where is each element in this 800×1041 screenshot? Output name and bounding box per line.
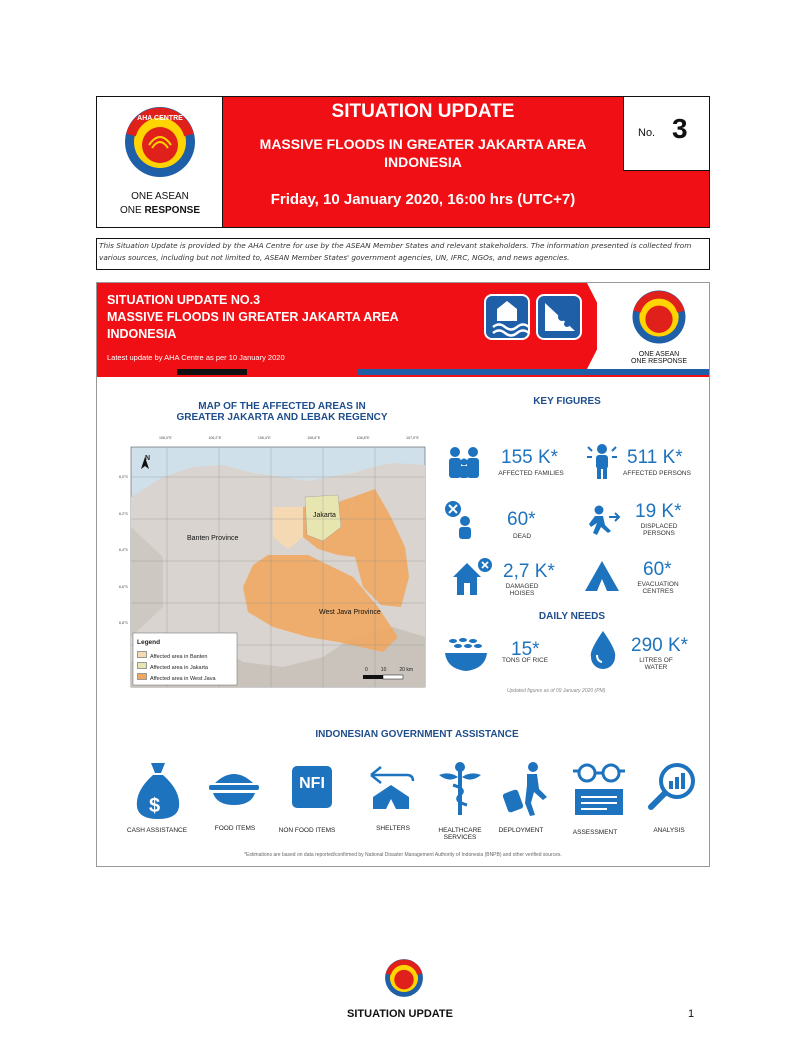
analysis-icon <box>647 761 697 811</box>
water-label: LITRES OF WATER <box>639 657 673 671</box>
damaged-houses-value: 2,7 K* <box>503 561 555 582</box>
issue-number-cell <box>623 97 709 171</box>
banner-latest-update: Latest update by AHA Centre as per 10 January 2020 <box>107 353 285 362</box>
banner-line2: MASSIVE FLOODS IN GREATER JAKARTA AREA <box>107 310 399 324</box>
analysis-label: ANALYSIS <box>653 827 685 834</box>
rice-icon <box>443 635 489 673</box>
header-box <box>96 96 710 228</box>
rice-label: TONS OF RICE <box>501 657 549 664</box>
cash-assistance-label: CASH ASSISTANCE <box>126 827 188 834</box>
deployment-label: DEPLOYMENT <box>498 827 544 834</box>
healthcare-icon <box>435 761 485 817</box>
food-items-label: FOOD ITEMS <box>214 825 256 832</box>
shelters-icon <box>367 765 417 811</box>
map-scale: 0 10 20 km <box>365 667 413 673</box>
assessment-icon <box>571 761 627 817</box>
map-longitude-ticks: 106,0°E 106,2°E 106,4°E 106,6°E 106,8°E 107,0°E <box>159 436 419 440</box>
map-title: MAP OF THE AFFECTED AREAS IN GREATER JAKARTA AND LEBAK REGENCY <box>176 401 388 423</box>
evacuation-centres-label: EVACUATION CENTRES <box>637 581 679 595</box>
dead-value: 60* <box>507 509 536 530</box>
disclaimer: This Situation Update is provided by the AHA Centre for use by the ASEAN Member States and relevant stakeholders. The information presented is collected from various sources, including but not limited to, ASEAN Member States' government agencies, UN, IFRC, NGOs, and news agencies. <box>96 238 710 270</box>
updated-note: Updated figures as of 09 January 2020 (PM) <box>507 688 606 694</box>
affected-persons-value: 511 K* <box>627 447 683 468</box>
header-date: Friday, 10 January 2020, 16:00 hrs (UTC+7) <box>270 191 576 208</box>
dead-icon <box>441 499 481 539</box>
tagline-one-asean: ONE ASEAN <box>131 191 189 202</box>
rice-value: 15* <box>511 639 540 660</box>
banner-tagline: ONE ASEAN ONE RESPONSE <box>630 351 687 365</box>
header-subtitle: MASSIVE FLOODS IN GREATER JAKARTA AREA INDONESIA <box>259 136 587 170</box>
banner-line1: SITUATION UPDATE NO.3 <box>107 293 261 307</box>
affected-families-value: 155 K* <box>501 447 559 468</box>
map-label-banten: Banten Province <box>187 535 239 542</box>
map-label-west-java: West Java Province <box>319 609 381 616</box>
key-figures-title: KEY FIGURES <box>533 396 601 407</box>
gov-assistance-title: INDONESIAN GOVERNMENT ASSISTANCE <box>315 729 519 740</box>
infographic <box>96 282 710 867</box>
water-value: 290 K* <box>631 635 689 656</box>
tagline-one-response: ONE RESPONSE <box>119 205 201 216</box>
assessment-label: ASSESSMENT <box>572 829 618 836</box>
map-label-jakarta: Jakarta <box>313 512 336 519</box>
logo-text: AHA CENTRE <box>137 115 183 122</box>
cash-assistance-symbol: $ <box>149 795 161 817</box>
affected-persons-label: AFFECTED PERSONS <box>623 470 691 477</box>
dead-label: DEAD <box>512 533 532 540</box>
affected-families-label: AFFECTED FAMILIES <box>498 470 564 477</box>
footer-aha-logo <box>384 958 424 998</box>
damaged-houses-icon <box>451 557 493 597</box>
page-title: SITUATION UPDATE <box>331 101 515 122</box>
evacuation-centres-icon <box>583 559 621 593</box>
footer-title: SITUATION UPDATE <box>347 1008 453 1020</box>
legend-item: Affected area in West Java <box>137 673 216 684</box>
legend-item: Affected area in Jakarta <box>137 662 216 673</box>
map-legend <box>137 651 216 684</box>
footnote: *Estimations are based on data reported/confirmed by National Disaster Management Authority of Indonesia (BNPB) and other verified sources. <box>244 852 562 858</box>
daily-needs-title: DAILY NEEDS <box>538 611 606 622</box>
map-latitude-ticks: 6,0°S 6,2°S 6,4°S 6,6°S 6,8°S <box>119 475 128 625</box>
issue-number: 3 <box>672 113 688 144</box>
displaced-persons-value: 19 K* <box>635 501 682 522</box>
damaged-houses-label: DAMAGED HOISES <box>505 583 539 597</box>
issue-number-label: No. <box>638 127 656 139</box>
food-items-icon <box>207 769 261 805</box>
non-food-items-label: NON FOOD ITEMS <box>278 827 336 834</box>
shelters-label: SHELTERS <box>376 825 410 832</box>
legend-title: Legend <box>137 639 161 646</box>
nfi-icon-text: NFI <box>299 775 325 792</box>
banner-stripes <box>97 369 709 377</box>
healthcare-label: HEALTHCARE SERVICES <box>438 827 482 841</box>
affected-persons-icon <box>585 443 619 479</box>
affected-families-icon <box>445 445 485 479</box>
evacuation-centres-value: 60* <box>643 559 672 580</box>
map-north-label: N <box>145 455 151 462</box>
header-logo-cell <box>97 97 223 227</box>
displaced-persons-label: DISPLACED PERSONS <box>640 523 678 537</box>
legend-item: Affected area in Banten <box>137 651 216 662</box>
aha-centre-logo-small <box>631 289 687 345</box>
displaced-persons-icon <box>583 505 621 539</box>
page-number: 1 <box>688 1008 695 1020</box>
water-drop-icon <box>589 629 617 669</box>
banner-line3: INDONESIA <box>107 327 177 341</box>
deployment-icon <box>501 761 549 817</box>
